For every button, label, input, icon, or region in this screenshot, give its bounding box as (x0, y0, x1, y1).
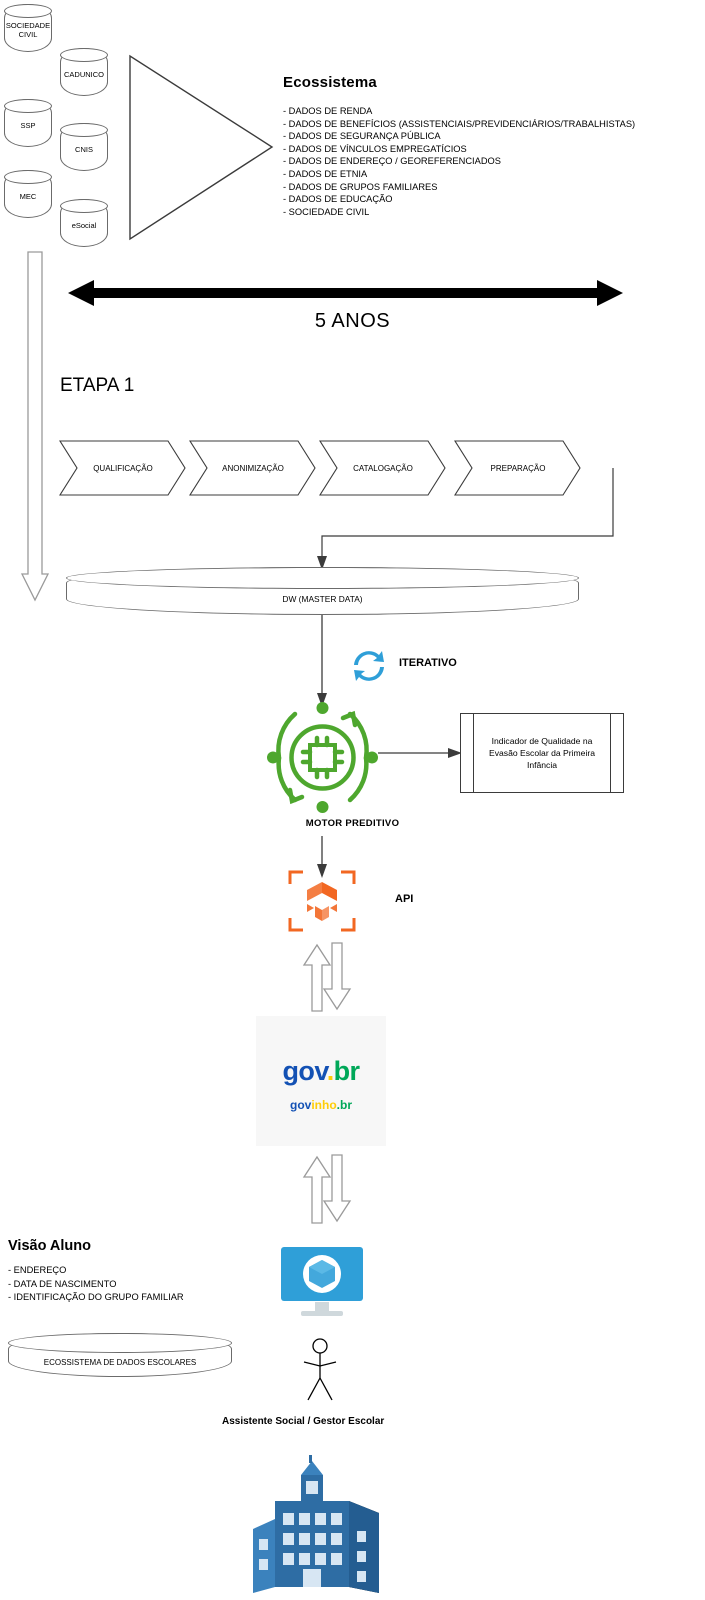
predictive-engine-label: MOTOR PREDITIVO (305, 818, 400, 829)
ecosystem-item: - DADOS DE EDUCAÇÃO (283, 194, 393, 205)
govbr-wordmark (256, 1056, 386, 1087)
stage-label: ETAPA 1 (60, 375, 135, 396)
govbr-wordmark-br: br (333, 1056, 360, 1086)
govbr-panel (256, 1016, 386, 1146)
pipeline-step-anonimizacao (190, 440, 316, 496)
actor-stick-figure-icon (296, 1338, 344, 1409)
govbr-wordmark-gov: gov (282, 1056, 327, 1086)
student-view-item: - DATA DE NASCIMENTO (8, 1278, 117, 1289)
ecosystem-item: - DADOS DE GRUPOS FAMILIARES (283, 181, 438, 192)
pipeline-step-label: ANONIMIZAÇÃO (222, 463, 284, 473)
govinho-inho: inho (311, 1098, 337, 1112)
engine-to-indicator-arrow (378, 746, 464, 767)
quality-indicator-box (460, 713, 624, 793)
ecosystem-item: - DADOS DE RENDA (283, 106, 373, 116)
iterative-label: ITERATIVO (399, 657, 457, 669)
ecosystem-item: - DADOS DE ENDEREÇO / GEOREFERENCIADOS (283, 156, 501, 167)
source-cylinder-cnis (60, 123, 108, 171)
data-warehouse-cylinder (66, 567, 579, 615)
govinhobr-wordmark (256, 1098, 386, 1112)
source-label-esocial: eSocial (71, 220, 97, 230)
source-label-cnis: CNIS (75, 144, 93, 154)
api-govbr-bidirectional-arrows (298, 943, 356, 1016)
govinho-gov: gov (289, 1098, 312, 1112)
ecosystem-title: Ecossistema (283, 74, 377, 91)
source-cylinder-mec (4, 170, 52, 218)
source-cylinder-esocial (60, 199, 108, 247)
ecosystem-item: - DADOS DE SEGURANÇA PÚBLICA (283, 131, 441, 142)
student-view-item: - IDENTIFICAÇÃO DO GRUPO FAMILIAR (8, 1292, 184, 1302)
govbr-wordmark-dot: . (326, 1056, 334, 1086)
pipeline-step-qualificacao (60, 440, 186, 496)
student-view-title: Visão Aluno (8, 1238, 91, 1254)
source-label-mec: MEC (19, 191, 37, 201)
left-down-arrow-icon (22, 252, 50, 609)
iterative-refresh-icon (348, 645, 390, 692)
source-label-sociedade-civil: SOCIEDADE CIVIL (5, 21, 51, 39)
pipeline-step-label: QUALIFICAÇÃO (93, 463, 153, 473)
pipeline-to-dw-connector (300, 466, 630, 581)
five-years-double-arrow-icon (68, 278, 623, 313)
source-label-ssp: SSP (20, 120, 36, 130)
actor-label: Assistente Social / Gestor Escolar (222, 1416, 385, 1427)
pipeline-step-label: CATALOGAÇÃO (353, 463, 413, 473)
school-building-icon (245, 1455, 385, 1600)
ecosystem-item: - DADOS DE VÍNCULOS EMPREGATÍCIOS (283, 143, 467, 154)
source-cylinder-ssp (4, 99, 52, 147)
data-warehouse-label: DW (MASTER DATA) (282, 594, 363, 604)
ecosystem-list (283, 105, 635, 218)
student-view-list (8, 1264, 184, 1305)
desktop-monitor-icon (279, 1245, 365, 1322)
dw-to-engine-arrow (314, 615, 334, 712)
pipeline-step-label: PREPARAÇÃO (490, 463, 546, 473)
ecosystem-item: - SOCIEDADE CIVIL (283, 206, 370, 217)
indicator-label: Indicador de Qualidade na Evasão Escolar da Primeira Infância (488, 736, 596, 770)
funnel-triangle (129, 55, 274, 245)
api-cube-icon (288, 870, 356, 937)
api-label: API (395, 893, 414, 905)
ecosystem-item: - DADOS DE ETNIA (283, 168, 368, 179)
indicator-right-bar (610, 714, 611, 792)
govinho-br: .br (336, 1098, 352, 1112)
five-years-label: 5 ANOS (314, 310, 391, 332)
school-data-label: ECOSSISTEMA DE DADOS ESCOLARES (43, 1358, 197, 1367)
source-label-cadunico: CADUNICO (63, 69, 104, 79)
govbr-desktop-bidirectional-arrows (298, 1155, 356, 1228)
ecosystem-item: - DADOS DE BENEFÍCIOS (ASSISTENCIAIS/PREVIDENCIÁRIOS/TRABALHISTAS) (283, 118, 636, 129)
source-cylinder-cadunico (60, 48, 108, 96)
predictive-engine-icon (265, 700, 380, 820)
school-data-cylinder (8, 1333, 232, 1377)
actor-label-wrap (222, 1411, 705, 1429)
student-view-item: - ENDEREÇO (8, 1265, 67, 1275)
source-cylinder-sociedade-civil (4, 4, 52, 52)
indicator-left-bar (473, 714, 474, 792)
